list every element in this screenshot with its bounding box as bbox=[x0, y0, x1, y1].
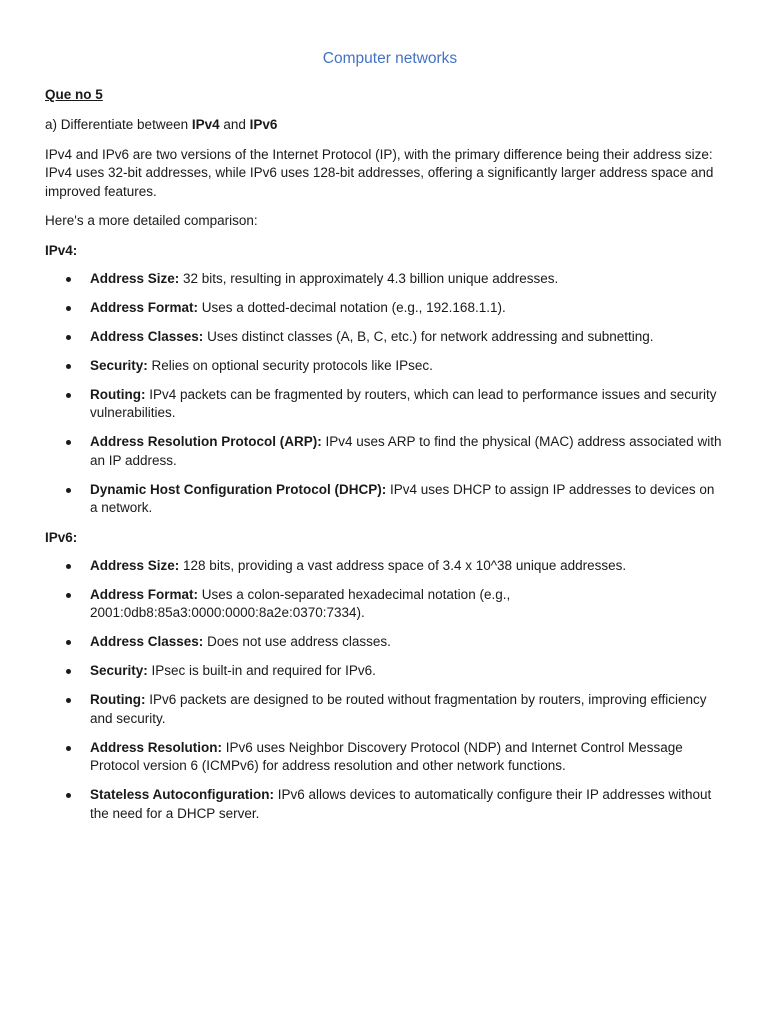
item-text: Relies on optional security protocols like IPsec. bbox=[147, 357, 433, 373]
item-term: Address Format: bbox=[90, 586, 199, 602]
ipv6-list bbox=[45, 557, 725, 824]
item-term: Address Size: bbox=[90, 557, 180, 573]
question-term-ipv4: IPv4 bbox=[191, 117, 220, 132]
list-item bbox=[45, 270, 725, 289]
list-item bbox=[45, 739, 725, 776]
list-item bbox=[45, 299, 725, 318]
bullet-icon bbox=[66, 746, 71, 751]
question-text bbox=[45, 116, 725, 135]
bullet-icon bbox=[66, 440, 71, 445]
bullet-icon bbox=[66, 564, 71, 569]
item-term: Routing: bbox=[90, 692, 146, 707]
bullet-icon bbox=[66, 669, 71, 674]
list-item bbox=[45, 662, 725, 681]
document-title: Computer networks bbox=[322, 50, 458, 67]
bullet-icon bbox=[66, 640, 71, 645]
list-item bbox=[45, 633, 725, 652]
bullet-icon bbox=[66, 698, 71, 703]
item-text: IPv4 uses ARP to find the physical (MAC) address associated with an IP address. bbox=[90, 434, 722, 468]
item-term: Address Resolution Protocol (ARP): bbox=[90, 434, 322, 449]
item-term: Address Resolution: bbox=[90, 739, 223, 755]
list-item bbox=[45, 433, 725, 470]
item-text: 32 bits, resulting in approximately 4.3 billion unique addresses. bbox=[179, 270, 559, 286]
item-text: Uses distinct classes (A, B, C, etc.) for network addressing and subnetting. bbox=[203, 328, 654, 344]
bullet-icon bbox=[66, 364, 71, 369]
item-text: 128 bits, providing a vast address space of 3.4 x 10^38 unique addresses. bbox=[179, 557, 627, 573]
item-text: Uses a colon-separated hexadecimal notation (e.g., 2001:0db8:85a3:0000:0000:8a2e:0370:7334). bbox=[90, 586, 511, 620]
list-item bbox=[45, 357, 725, 376]
item-text: IPv4 packets can be fragmented by routers, which can lead to performance issues and security vulnerabilities. bbox=[90, 386, 717, 420]
list-item bbox=[45, 691, 725, 728]
item-term: Address Classes: bbox=[90, 328, 204, 344]
item-text: IPv6 allows devices to automatically configure their IP addresses without the need for a DHCP server. bbox=[90, 787, 712, 821]
list-item bbox=[45, 557, 725, 576]
bullet-icon bbox=[66, 306, 71, 311]
item-term: Stateless Autoconfiguration: bbox=[90, 787, 275, 802]
item-term: Address Classes: bbox=[90, 634, 204, 649]
bullet-icon bbox=[66, 277, 71, 282]
item-term: Routing: bbox=[90, 386, 146, 402]
intro-paragraph: IPv4 and IPv6 are two versions of the Internet Protocol (IP), with the primary difference being their address size: IPv4 uses 32-bit addresses, while IPv6 uses 128-bit addresses, offering a significantly larger address space and improved features. bbox=[45, 146, 714, 199]
bullet-icon bbox=[66, 393, 71, 398]
document-page bbox=[45, 48, 725, 834]
item-text: IPv6 packets are designed to be routed without fragmentation by routers, improving efficiency and security. bbox=[90, 692, 707, 726]
question-middle: and bbox=[219, 117, 250, 132]
bullet-icon bbox=[66, 488, 71, 493]
bullet-icon bbox=[66, 593, 71, 598]
list-item bbox=[45, 586, 725, 623]
bullet-icon bbox=[66, 793, 71, 798]
item-term: Address Size: bbox=[90, 270, 180, 286]
item-term: Dynamic Host Configuration Protocol (DHCP): bbox=[90, 481, 387, 497]
item-text: IPv4 uses DHCP to assign IP addresses to devices on a network. bbox=[90, 481, 715, 515]
item-text: Does not use address classes. bbox=[203, 634, 391, 649]
list-item bbox=[45, 786, 725, 823]
ipv4-heading: IPv4: bbox=[45, 242, 78, 258]
item-term: Address Format: bbox=[90, 299, 199, 315]
ipv6-heading: IPv6: bbox=[45, 529, 78, 545]
item-term: Security: bbox=[90, 357, 148, 373]
question-prefix: a) Differentiate between bbox=[45, 117, 192, 132]
question-term-ipv6: IPv6 bbox=[249, 117, 278, 132]
item-text: IPv6 uses Neighbor Discovery Protocol (NDP) and Internet Control Message Protocol version 6 (ICMPv6) for address resolution and other network functions. bbox=[90, 739, 683, 773]
ipv4-list bbox=[45, 270, 725, 518]
list-item bbox=[45, 328, 725, 347]
comparison-lead: Here's a more detailed comparison: bbox=[45, 213, 258, 228]
question-label: Que no 5 bbox=[45, 87, 103, 102]
item-text: IPsec is built-in and required for IPv6. bbox=[147, 663, 376, 678]
list-item bbox=[45, 481, 725, 518]
bullet-icon bbox=[66, 335, 71, 340]
item-text: Uses a dotted-decimal notation (e.g., 192.168.1.1). bbox=[198, 299, 506, 315]
list-item bbox=[45, 386, 725, 423]
item-term: Security: bbox=[90, 663, 148, 678]
